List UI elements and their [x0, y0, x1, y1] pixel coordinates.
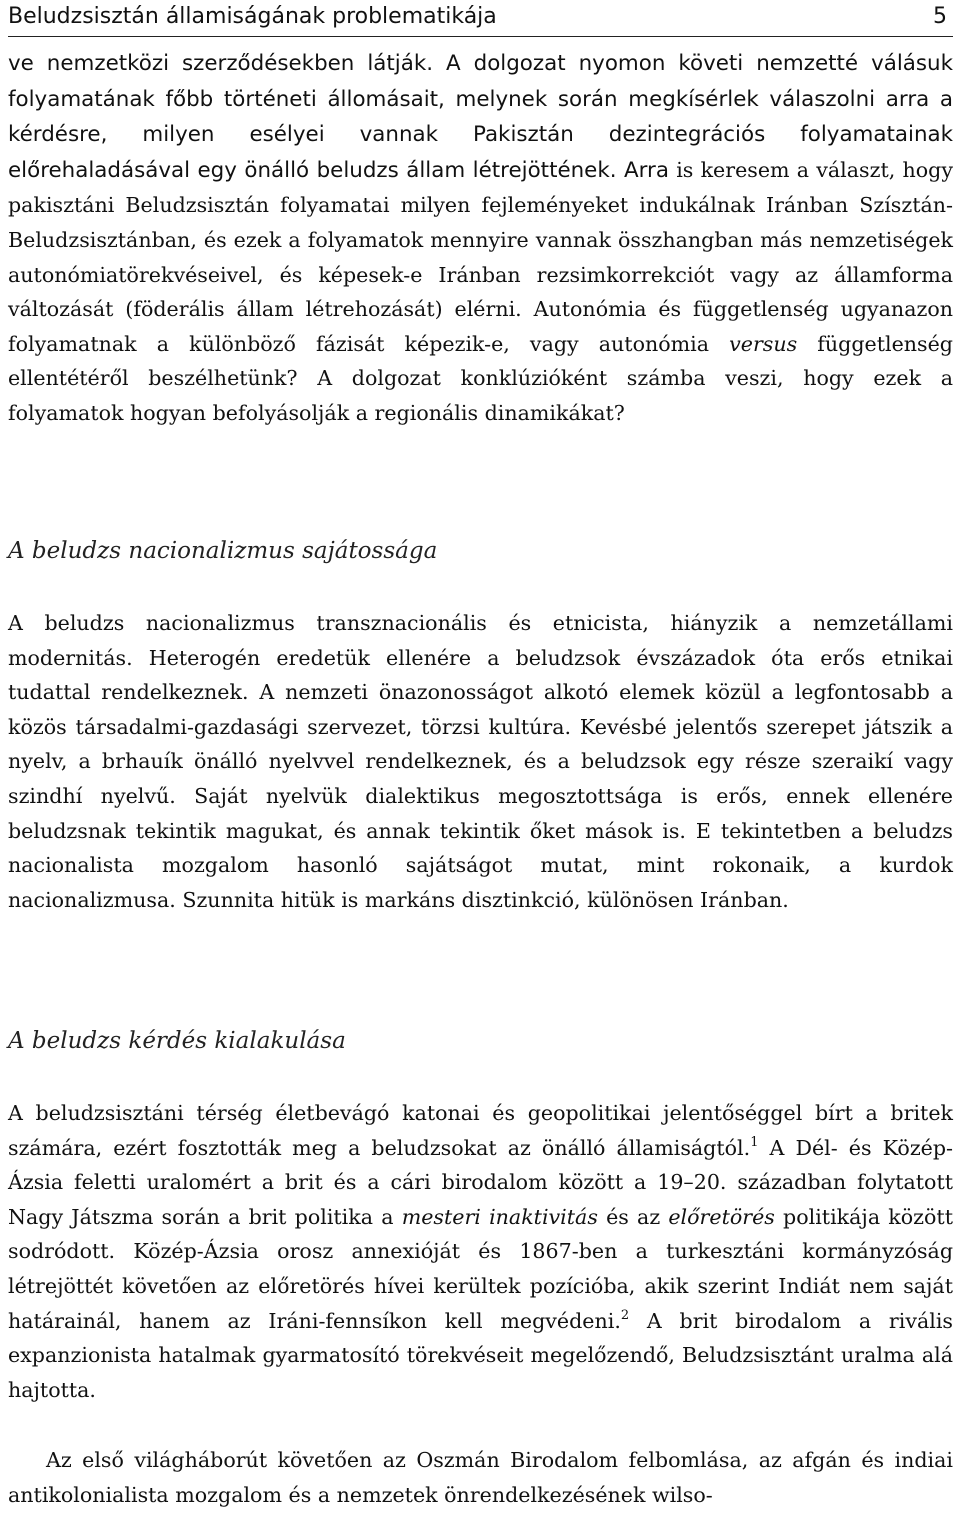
intro-paragraph	[8, 46, 953, 431]
q-text-b: A Dél- és Közép-Ázsia feletti uralomért a brit és a cári birodalom között a 19–20. században folytatott Nagy Játszma során a brit politika a	[8, 1135, 953, 1229]
q-text-e: A brit birodalom a rivális expanzionista hatalmak gyarmatosító törekvéseit megelőzendő, Beludzsisztánt uralma alá hajtotta.	[8, 1308, 953, 1402]
page-number: 5	[933, 4, 947, 29]
question-paragraph-1	[8, 1096, 953, 1407]
running-header	[8, 0, 953, 37]
q-text-c: és az	[597, 1204, 669, 1229]
intro-italic-versus: versus	[729, 331, 798, 356]
intro-text-b: is keresem a választ, hogy pakisztáni Beludzsisztán folyamatai milyen fejleményeket indukálnak Iránban Szísztán-Beludzsisztánban, és ezek a folyamatok mennyire vannak összhangban más nemzetiségek autonómiatörekvéseivel, és képesek-e Iránban rezsimkorrekciót vagy az államforma változását (föderális állam létrehozását) elérni. Autonómia és függetlenség ugyanazon folyamatnak a különböző fázisát képezik-e, vagy autonómia	[8, 157, 953, 356]
intro-text-c: függetlenség ellentétéről beszélhetünk? A dolgozat konklúzióként számba veszi, hogy ezek a folyamatok hogyan befolyásolják a regionális dinamikákat?	[8, 331, 953, 425]
q-italic-inactivity: mesteri inaktivitás	[401, 1204, 598, 1229]
q-text-a: A beludzsisztáni térség életbevágó katonai és geopolitikai jelentőséggel bírt a britek számára, ezért fosztották meg a beludzsokat az önálló államiságtól.	[8, 1101, 953, 1160]
footnote-ref-2[interactable]: 2	[620, 1307, 630, 1323]
footnote-ref-1[interactable]: 1	[750, 1134, 759, 1150]
intro-text-a: ve nemzetközi szerződésekben látják. A dolgozat nyomon követi nemzetté válásuk folyamatának főbb történeti állomásait, melynek során megkísérlek válaszolni arra a kérdésre, milyen esélyei vannak Pakisztán dezintegrációs folyamatainak előrehaladásával egy önálló beludzs állam létrejöttének. Arra	[8, 51, 953, 183]
running-title: Beludzsisztán államiságának problematikája	[8, 4, 497, 29]
section-heading-question: A beludzs kérdés kialakulása	[8, 1028, 346, 1054]
q-text-d: politikája között sodródott. Közép-Ázsia orosz annexióját és 1867-ben a turkesztáni kormányzóság létrejöttét követően az előretörés hívei kerültek pozícióba, akik szerint Indiát nem saját határainál, hanem az Iráni-fennsíkon kell megvédeni.	[8, 1204, 953, 1333]
section-heading-nationalism: A beludzs nacionalizmus sajátossága	[8, 538, 438, 564]
q-italic-forward: előretörés	[668, 1204, 775, 1229]
nationalism-paragraph: A beludzs nacionalizmus transznacionális és etnicista, hiányzik a nemzetállami modernitás. Heterogén eredetük ellenére a beludzsok évszázadok óta erős etnikai tudattal rendelkeznek. A nemzeti önazonosságot alkotó elemek közül a legfontosabb a közös társadalmi-gazdasági szervezet, törzsi kultúra. Kevésbé jelentős szerepet játszik a nyelv, a brhauík önálló nyelvvel rendelkeznek, és a beludzsok egy része szeraikí vagy szindhí nyelvű. Saját nyelvük dialektikus megosztottsága is erős, ennek ellenére beludzsnak tekintik magukat, és annak tekintik őket mások is. E tekintetben a beludzs nacionalista mozgalom hasonló sajátságot mutat, mint rokonaik, a kurdok nacionalizmusa. Szunnita hitük is markáns disztinkció, különösen Iránban.	[8, 611, 953, 912]
question-paragraph-2: Az első világháborút követően az Oszmán Birodalom felbomlása, az afgán és indiai antikolonialista mozgalom és a nemzetek önrendelkezésének wilso-	[8, 1448, 953, 1507]
